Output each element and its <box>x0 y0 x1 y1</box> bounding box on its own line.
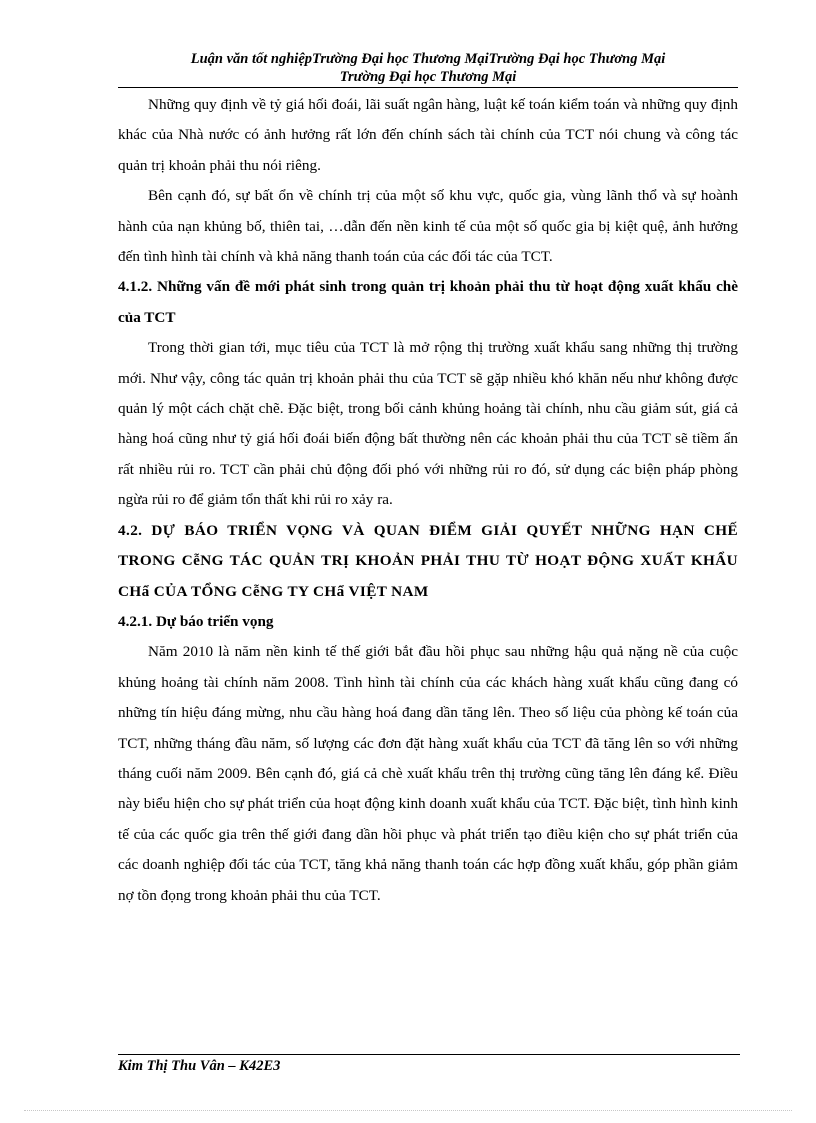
section-heading-4-2: 4.2. DỰ BÁO TRIỂN VỌNG VÀ QUAN ĐIỂM GIẢI QUYẾT NHỮNG HẠN CHẾ TRONG CễNG TÁC QUẢN TRỊ KHOẢN PHẢI THU TỪ HOẠT ĐỘNG XUẤT KHẨU CHẩ CỦA TỔNG CễNG TY CHẩ VIỆT NAM <box>118 521 738 600</box>
running-header <box>118 50 738 88</box>
document-body <box>118 90 738 911</box>
paragraph-regulations: Những quy định về tỷ giá hối đoái, lãi suất ngân hàng, luật kế toán kiểm toán và những quy định khác của Nhà nước có ảnh hưởng rất lớn đến chính sách tài chính của TCT nói chung và công tác quản trị khoản phải thu nói riêng. <box>118 96 738 174</box>
section-heading-4-2-1: 4.2.1. Dự báo triển vọng <box>118 612 274 630</box>
page-edge-dotted <box>24 1110 792 1111</box>
footer-divider <box>118 1054 740 1055</box>
paragraph-instability: Bên cạnh đó, sự bất ổn về chính trị của một số khu vực, quốc gia, vùng lãnh thổ và sự hoành hành của nạn khủng bố, thiên tai, …dẫn đến nền kinh tế của một số quốc gia bị kiệt quệ, ảnh hưởng đến tình hình tài chính và khả năng thanh toán của các đối tác của TCT. <box>118 187 738 266</box>
footer-author: Kim Thị Thu Vân – K42E3 <box>118 1058 281 1074</box>
section-heading-4-1-2: 4.1.2. Những vấn đề mới phát sinh trong quản trị khoản phải thu từ hoạt động xuất khẩu chè của TCT <box>118 278 738 326</box>
header-line-1: Luận văn tốt nghiệpTrường Đại học Thương MạiTrường Đại học Thương Mại <box>190 51 666 67</box>
header-line-2: Trường Đại học Thương Mại <box>339 69 517 85</box>
paragraph-new-issues: Trong thời gian tới, mục tiêu của TCT là mở rộng thị trường xuất khẩu sang những thị trường mới. Như vậy, công tác quản trị khoản phải thu của TCT sẽ gặp nhiều khó khăn nếu như không được quản lý một cách chặt chẽ. Đặc biệt, trong bối cảnh khủng hoảng tài chính, nhu cầu giảm sút, giá cả hàng hoá cũng như tỷ giá hối đoái biến động bất thường nên các khoản phải thu của TCT sẽ tiềm ẩn rất nhiều rủi ro. TCT cần phải chủ động đối phó với những rủi ro đó, sử dụng các biện pháp phòng ngừa rủi ro để giảm tổn thất khi rủi ro xảy ra. <box>118 339 738 509</box>
paragraph-forecast: Năm 2010 là năm nền kinh tế thế giới bắt đầu hồi phục sau những hậu quả nặng nề của cuộc khủng hoảng tài chính năm 2008. Tình hình tài chính của các khách hàng xuất khẩu cũng đang có những tín hiệu đáng mừng, nhu cầu hàng hoá đang dần tăng lên. Theo số liệu của phòng kế toán của TCT, những tháng đầu năm, số lượng các đơn đặt hàng xuất khẩu của TCT đã tăng lên so với những tháng cuối năm 2009. Bên cạnh đó, giá cả chè xuất khẩu trên thị trường cũng tăng lên đáng kể. Điều này biểu hiện cho sự phát triển của hoạt động kinh doanh xuất khẩu của TCT. Đặc biệt, tình hình kinh tế của các quốc gia trên thế giới đang dần hồi phục và phát triển tạo điều kiện cho sự phát triển của các doanh nghiệp đối tác của TCT, tăng khả năng thanh toán các hợp đồng xuất khẩu, góp phần giảm nợ tồn đọng trong khoản phải thu của TCT. <box>118 643 738 904</box>
